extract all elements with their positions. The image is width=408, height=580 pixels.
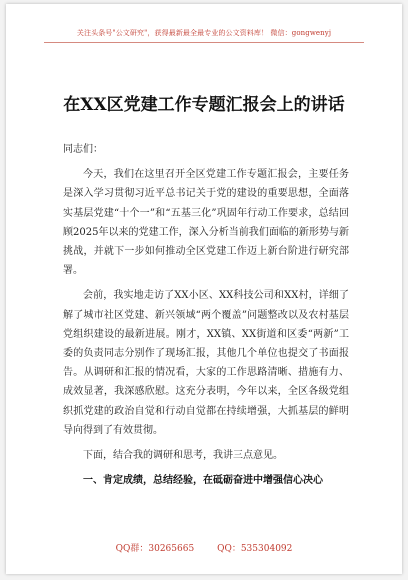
document-page xyxy=(6,4,402,574)
footer-qq-group: QQ群：30265665 xyxy=(115,544,195,554)
greeting: 同志们： xyxy=(63,144,103,155)
header-divider xyxy=(44,42,364,43)
paragraph-2: 会前，我实地走访了XX小区、XX科技公司和XX村，详细了解了城市社区党建、新兴领域“两个覆盖”问题整改以及农村基层党组织建设的最新进展。刚才，XX镇、XX街道和区委“两新”工委的负责同志分别作了现场汇报，其他几个单位也提交了书面报告。从调研和汇报的情况看，大家的工作思路清晰、措施有力、成效显著，我深感欣慰。这充分表明，今年以来，全区各级党组织抓党建的政治自觉和行动自觉都在持续增强，大抓基层的鲜明导向得到了有效贯彻。 xyxy=(63,290,349,436)
paragraph-3: 下面，结合我的调研和思考，我讲三点意见。 xyxy=(83,450,283,462)
document-title: 在XX区党建工作专题汇报会上的讲话 xyxy=(63,95,345,115)
header-note: 关注头条号"公文研究"，获得最新最全最专业的公文资料库！ 微信：gongwenyj xyxy=(76,29,332,37)
footer-qq: QQ：535304092 xyxy=(217,544,293,554)
section-heading: 一、肯定成绩，总结经验，在砥砺奋进中增强信心决心 xyxy=(83,475,323,487)
document-body xyxy=(63,140,349,490)
footer-contact xyxy=(6,541,402,554)
paragraph-1: 今天，我们在这里召开全区党建工作专题汇报会，主要任务是深入学习贯彻习近平总书记关于党的建设的重要思想，全面落实基层党建“十个一”和“五基三化”巩固年行动工作要求，总结回顾2025年以来的党建工作，深入分析当前我们面临的新形势与新挑战，并就下一步如何推动全区党建工作迈上新台阶进行研究部署。 xyxy=(63,169,349,277)
